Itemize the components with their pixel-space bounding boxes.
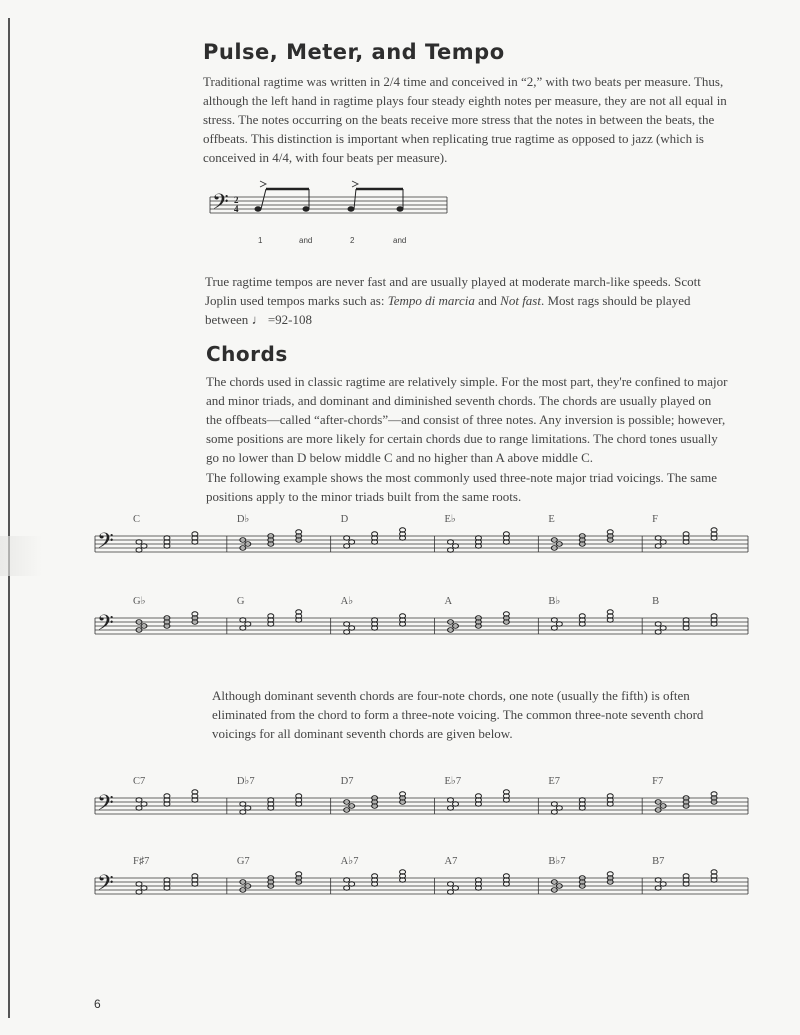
chord-name: A♭7 — [340, 856, 359, 867]
seventh-chords-paragraph: Although dominant seventh chords are four-note chords, one note (usually the fifth) is often eliminated from the chord to form a three-note voicing. The common three-note seventh chord voicings for all dominant seventh chords are given below. — [212, 688, 704, 741]
triads-intro-paragraph: The following example shows the most commonly used three-note major triad voicings. The same positions apply to the minor triads built from the same roots. — [206, 470, 717, 504]
chord-note — [655, 536, 661, 540]
chord-name: G — [236, 596, 245, 607]
chord-name: F7 — [652, 776, 664, 787]
bass-clef-icon: 𝄢 — [97, 611, 114, 641]
chord-note — [344, 630, 350, 634]
chord-note — [344, 544, 350, 548]
chord-note — [240, 810, 246, 814]
chord-note — [448, 890, 454, 894]
chord-note — [551, 810, 557, 814]
chord-note — [660, 626, 666, 630]
chord-note — [453, 544, 459, 548]
rhythm-example-staff — [0, 180, 800, 250]
chord-name: G7 — [236, 856, 250, 867]
chord-note — [245, 806, 251, 810]
chord-note — [551, 802, 557, 806]
chord-note — [349, 540, 355, 544]
chord-note — [660, 540, 666, 544]
chords-paragraph: The chords used in classic ragtime are relatively simple. For the most part, they're confined to major and minor triads, and dominant and diminished seventh chords. The chords are usually played on the offbeats—called “after-chords”—and consist of three notes. Any inversion is possible; however, some positions are more likely for certain chords due to range limitations. The chord tones usually go no lower than D below middle C and no higher than A above middle C. — [206, 374, 728, 465]
chord-note — [141, 802, 147, 806]
chord-name: A — [444, 596, 453, 607]
chord-note — [448, 548, 454, 552]
chord-note — [556, 806, 562, 810]
bass-clef-icon: 𝄢 — [212, 190, 229, 220]
chord-name: F — [652, 514, 659, 525]
chord-name: D7 — [340, 776, 354, 787]
chord-name: D♭ — [236, 514, 250, 525]
sevenths-staff-2 — [0, 850, 800, 920]
chord-note — [240, 802, 246, 806]
chord-note — [556, 622, 562, 626]
chord-note — [245, 622, 251, 626]
chord-note — [448, 540, 454, 544]
chord-note — [344, 878, 350, 882]
chord-note — [551, 626, 557, 630]
chord-note — [136, 882, 142, 886]
tempo-text-1: True ragtime tempos are never fast and are usually played at moderate march-like speeds. Scott Joplin used tempos marks such as: — [205, 274, 701, 308]
chord-name: B♭ — [548, 596, 561, 607]
chord-name: A7 — [444, 856, 458, 867]
chord-note — [448, 798, 454, 802]
quarter-note-icon: ♩ — [251, 312, 268, 327]
chord-name: C7 — [133, 776, 146, 787]
count-and-2: and — [393, 236, 407, 245]
chord-note — [344, 886, 350, 890]
tempo-marking-1: Tempo di marcia — [387, 293, 475, 308]
chord-note — [453, 886, 459, 890]
chord-note — [141, 544, 147, 548]
triads-staff-1 — [0, 508, 800, 578]
chord-note — [141, 886, 147, 890]
chord-name: A♭ — [340, 596, 354, 607]
chord-note — [655, 878, 661, 882]
chord-note — [136, 806, 142, 810]
chord-note — [240, 626, 246, 630]
chord-name: B♭7 — [548, 856, 566, 867]
chord-name: D♭7 — [236, 776, 255, 787]
chord-name: B — [652, 596, 660, 607]
triads-staff-2 — [0, 590, 800, 660]
accent-marks — [260, 181, 358, 187]
bass-clef-icon: 𝄢 — [97, 791, 114, 821]
chord-name: E♭7 — [444, 776, 462, 787]
chord-name: F♯7 — [133, 856, 150, 867]
chord-note — [448, 806, 454, 810]
page-number: 6 — [94, 997, 101, 1011]
tempo-text-2: . Most rags should be played between — [205, 293, 691, 327]
count-and-1: and — [299, 236, 313, 245]
chord-name: B7 — [652, 856, 665, 867]
chord-note — [655, 886, 661, 890]
bass-clef-icon: 𝄢 — [97, 871, 114, 901]
chord-note — [655, 544, 661, 548]
time-signature-bottom: 4 — [234, 204, 239, 214]
bass-clef-icon: 𝄢 — [97, 529, 114, 559]
chord-note — [344, 536, 350, 540]
chord-note — [240, 618, 246, 622]
section-title-pulse-meter-tempo: Pulse, Meter, and Tempo — [203, 40, 505, 64]
chord-note — [136, 548, 142, 552]
time-signature-top: 2 — [234, 195, 239, 205]
tempo-paragraph — [205, 272, 725, 329]
section-title-chords: Chords — [206, 342, 288, 366]
chord-name: D — [340, 514, 349, 525]
chord-note — [136, 798, 142, 802]
count-1: 1 — [258, 236, 263, 245]
sevenths-staff-1 — [0, 770, 800, 840]
chord-note — [551, 618, 557, 622]
chord-note — [136, 540, 142, 544]
tempo-marking-2: Not fast — [500, 293, 541, 308]
count-2: 2 — [350, 236, 355, 245]
pulse-paragraph: Traditional ragtime was written in 2/4 time and conceived in “2,” with two beats per measure. Thus, although the left hand in ragtime plays four steady eighth notes per measure, they are not all equal in stress. The notes occurring on the beats receive more stress that the notes in between the beats, the offbeats. This distinction is important when replicating true ragtime as opposed to jazz (which is conceived in 4/4, with four beats per measure). — [203, 74, 727, 165]
chord-name: E — [548, 514, 555, 525]
chord-note — [349, 882, 355, 886]
rhythm-notes — [255, 189, 403, 211]
chord-note — [344, 622, 350, 626]
chord-name: E7 — [548, 776, 561, 787]
tempo-range: =92-108 — [267, 312, 312, 327]
chord-note — [453, 802, 459, 806]
chord-note — [655, 622, 661, 626]
chord-note — [136, 890, 142, 894]
tempo-text-and: and — [474, 293, 501, 308]
chord-note — [349, 626, 355, 630]
chord-note — [655, 630, 661, 634]
chord-name: E♭ — [444, 514, 456, 525]
chord-name: C — [133, 514, 141, 525]
chord-note — [660, 882, 666, 886]
chord-name: G♭ — [133, 596, 146, 607]
chord-note — [448, 882, 454, 886]
